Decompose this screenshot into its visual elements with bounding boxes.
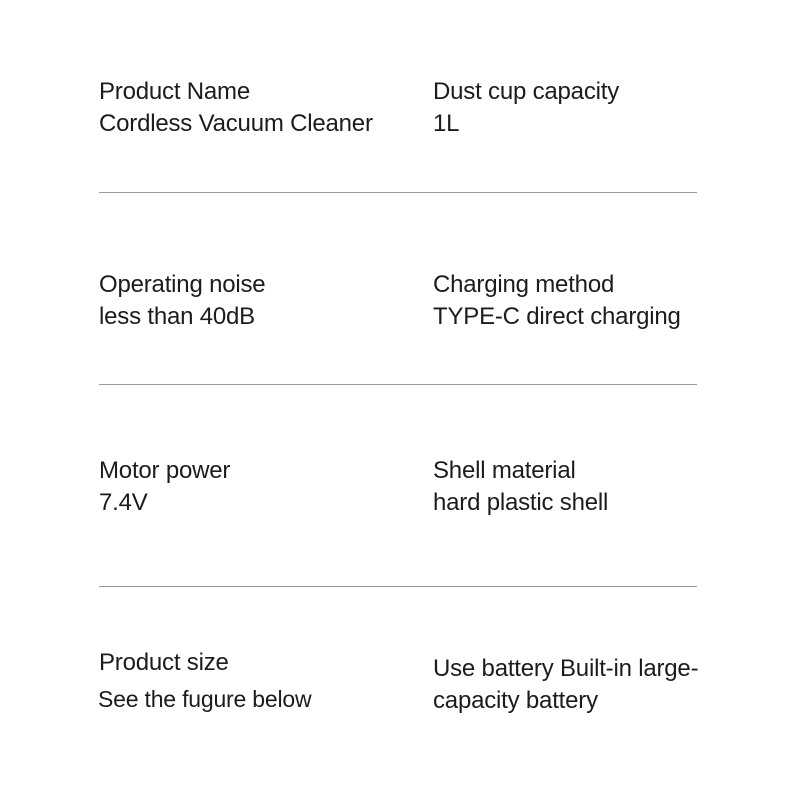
divider — [99, 192, 697, 193]
spec-value: 1L — [433, 110, 460, 137]
spec-label: Product size — [99, 649, 229, 676]
spec-value: See the fugure below — [98, 686, 312, 712]
spec-dust-cup-capacity — [433, 76, 619, 140]
spec-operating-noise — [99, 269, 265, 333]
spec-label: Charging method — [433, 271, 615, 298]
spec-motor-power — [99, 455, 230, 519]
spec-label: Use battery Built-in large- — [433, 655, 699, 682]
spec-label: Motor power — [99, 457, 231, 484]
spec-label: Product Name — [99, 78, 250, 105]
spec-product-size — [99, 647, 311, 715]
divider — [99, 586, 697, 587]
spec-value: less than 40dB — [99, 303, 255, 330]
spec-value: 7.4V — [99, 489, 148, 516]
spec-value: Cordless Vacuum Cleaner — [99, 110, 373, 137]
spec-value: hard plastic shell — [433, 489, 609, 516]
divider — [99, 384, 697, 385]
spec-product-name — [99, 76, 373, 140]
spec-value: capacity battery — [433, 687, 598, 714]
spec-value: TYPE-C direct charging — [433, 303, 681, 330]
spec-label: Shell material — [433, 457, 576, 484]
spec-label: Operating noise — [99, 271, 266, 298]
spec-charging-method — [433, 269, 681, 333]
spec-battery — [433, 653, 698, 717]
spec-shell-material — [433, 455, 608, 519]
spec-label: Dust cup capacity — [433, 78, 620, 105]
